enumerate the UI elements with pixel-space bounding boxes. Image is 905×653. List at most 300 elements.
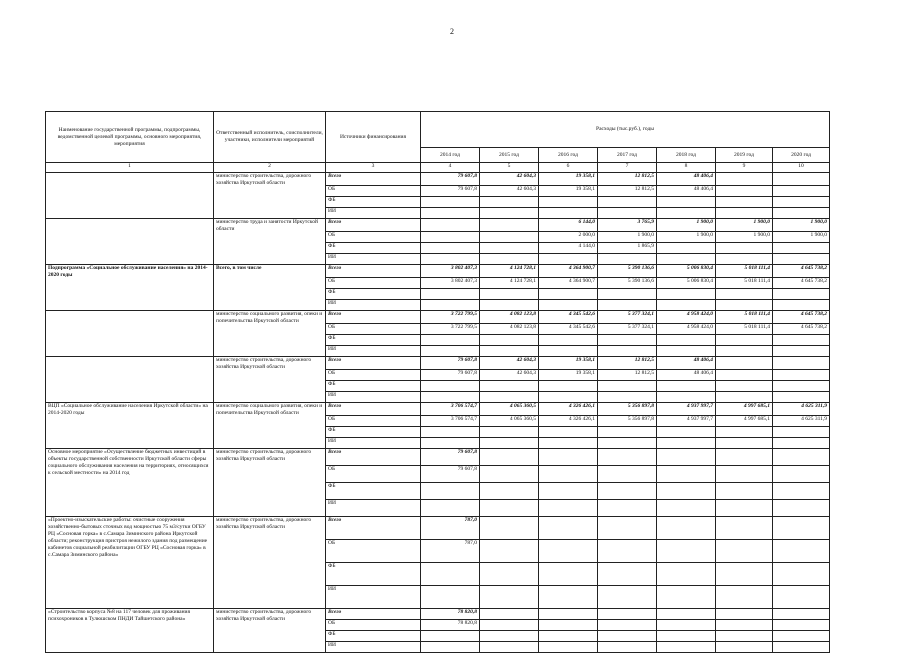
amount-cell	[716, 357, 773, 370]
amount-cell	[539, 197, 598, 208]
funding-source: ОБ	[326, 232, 421, 243]
funding-source: ФБ	[326, 289, 421, 300]
amount-cell	[773, 483, 830, 500]
amount-cell	[598, 300, 657, 311]
funding-source: ФБ	[326, 335, 421, 346]
amount-cell	[773, 300, 830, 311]
amount-cell	[598, 642, 657, 653]
table-row	[46, 517, 830, 540]
funding-source: Всего	[326, 265, 421, 278]
amount-cell	[598, 381, 657, 392]
amount-cell	[539, 381, 598, 392]
funding-source: Всего	[326, 517, 421, 540]
amount-cell: 12 812,5	[598, 357, 657, 370]
amount-cell	[539, 483, 598, 500]
column-index: 1	[46, 163, 214, 173]
amount-cell: 19 358,1	[539, 173, 598, 186]
amount-cell	[657, 609, 716, 620]
amount-cell	[539, 208, 598, 219]
amount-cell	[539, 427, 598, 438]
amount-cell: 79 607,8	[421, 466, 480, 483]
program-name	[46, 219, 214, 265]
amount-cell	[716, 346, 773, 357]
amount-cell: 42 604,3	[480, 173, 539, 186]
amount-cell: 1 900,0	[657, 219, 716, 232]
funding-source: Всего	[326, 403, 421, 416]
amount-cell: 48 406,4	[657, 186, 716, 197]
amount-cell	[480, 438, 539, 449]
amount-cell: 3 765,9	[598, 219, 657, 232]
amount-cell	[716, 370, 773, 381]
amount-cell	[773, 620, 830, 631]
amount-cell	[539, 609, 598, 620]
column-index: 5	[480, 163, 539, 173]
year-header: 2018 год	[657, 148, 716, 163]
amount-cell	[773, 540, 830, 563]
year-header: 2020 год	[773, 148, 830, 163]
amount-cell	[773, 642, 830, 653]
amount-cell: 787,0	[421, 517, 480, 540]
column-index: 6	[539, 163, 598, 173]
amount-cell	[773, 370, 830, 381]
amount-cell	[657, 335, 716, 346]
column-index: 8	[657, 163, 716, 173]
amount-cell	[480, 517, 539, 540]
amount-cell: 5 356 897,8	[598, 416, 657, 427]
amount-cell: 12 812,5	[598, 173, 657, 186]
amount-cell: 42 604,3	[480, 370, 539, 381]
amount-cell: 3 722 799,5	[421, 324, 480, 335]
amount-cell	[657, 208, 716, 219]
funding-source: ИИ	[326, 586, 421, 609]
amount-cell	[773, 392, 830, 403]
amount-cell	[773, 254, 830, 265]
column-index: 4	[421, 163, 480, 173]
amount-cell: 5 006 830,4	[657, 278, 716, 289]
funding-source: Всего	[326, 449, 421, 466]
funding-source: ФБ	[326, 381, 421, 392]
column-index: 2	[214, 163, 326, 173]
amount-cell	[773, 609, 830, 620]
amount-cell: 4 997 685,1	[716, 403, 773, 416]
amount-cell: 42 604,3	[480, 357, 539, 370]
amount-cell	[773, 335, 830, 346]
amount-cell	[539, 466, 598, 483]
responsible-executor: министерство строительства, дорожного хозяйства Иркутской области	[214, 517, 326, 609]
table-row	[46, 311, 830, 324]
funding-source: Всего	[326, 219, 421, 232]
amount-cell	[539, 620, 598, 631]
amount-cell: 5 018 111,4	[716, 324, 773, 335]
amount-cell: 5 018 111,4	[716, 278, 773, 289]
amount-cell: 5 390 136,6	[598, 265, 657, 278]
funding-source: ОБ	[326, 416, 421, 427]
responsible-executor: министерство строительства, дорожного хозяйства Иркутской области	[214, 609, 326, 653]
amount-cell	[539, 335, 598, 346]
amount-cell	[773, 586, 830, 609]
amount-cell: 12 812,5	[598, 186, 657, 197]
amount-cell	[716, 438, 773, 449]
amount-cell	[421, 289, 480, 300]
amount-cell	[480, 449, 539, 466]
amount-cell	[480, 620, 539, 631]
amount-cell: 79 607,8	[421, 173, 480, 186]
amount-cell	[716, 427, 773, 438]
year-header: 2014 год	[421, 148, 480, 163]
amount-cell	[480, 609, 539, 620]
amount-cell	[598, 466, 657, 483]
amount-cell	[716, 483, 773, 500]
amount-cell	[480, 642, 539, 653]
amount-cell	[421, 427, 480, 438]
amount-cell	[539, 500, 598, 517]
amount-cell	[480, 427, 539, 438]
amount-cell	[421, 208, 480, 219]
amount-cell	[773, 381, 830, 392]
program-name: Основное мероприятие «Осуществление бюджетных инвестиций в объекты государственной собственности Иркутской области сферы социального обслуживания населения на территориях, относящихся к сельской местности» на 2014 год	[46, 449, 214, 517]
amount-cell	[657, 346, 716, 357]
amount-cell	[480, 563, 539, 586]
amount-cell	[421, 392, 480, 403]
table-row	[46, 609, 830, 620]
amount-cell	[598, 540, 657, 563]
funding-source: ОБ	[326, 370, 421, 381]
amount-cell: 1 865,9	[598, 243, 657, 254]
funding-source: ОБ	[326, 186, 421, 197]
amount-cell	[539, 254, 598, 265]
amount-cell: 4 645 738,2	[773, 265, 830, 278]
amount-cell	[716, 300, 773, 311]
amount-cell: 4 364 900,7	[539, 278, 598, 289]
amount-cell: 4 937 997,7	[657, 416, 716, 427]
column-index: 9	[716, 163, 773, 173]
amount-cell	[657, 392, 716, 403]
amount-cell: 4 645 738,2	[773, 324, 830, 335]
amount-cell: 4 625 311,9	[773, 416, 830, 427]
year-header: 2015 год	[480, 148, 539, 163]
amount-cell: 79 607,8	[421, 357, 480, 370]
funding-source: ФБ	[326, 243, 421, 254]
amount-cell: 5 377 324,1	[598, 324, 657, 335]
amount-cell	[598, 438, 657, 449]
amount-cell	[773, 346, 830, 357]
amount-cell	[773, 438, 830, 449]
amount-cell	[539, 300, 598, 311]
amount-cell: 5 356 897,8	[598, 403, 657, 416]
amount-cell	[716, 500, 773, 517]
amount-cell	[598, 586, 657, 609]
amount-cell: 4 124 728,1	[480, 265, 539, 278]
amount-cell	[539, 540, 598, 563]
amount-cell	[716, 563, 773, 586]
amount-cell: 3 802 407,3	[421, 265, 480, 278]
header-responsible: Ответственный исполнитель, соисполнители, участники, исполнители мероприятий	[214, 112, 326, 163]
amount-cell: 4 082 123,8	[480, 311, 539, 324]
funding-source: ИИ	[326, 300, 421, 311]
amount-cell	[539, 438, 598, 449]
column-index: 7	[598, 163, 657, 173]
amount-cell: 5 377 324,1	[598, 311, 657, 324]
amount-cell	[773, 208, 830, 219]
amount-cell	[539, 642, 598, 653]
amount-cell: 5 018 111,4	[716, 311, 773, 324]
funding-source: Всего	[326, 173, 421, 186]
amount-cell	[480, 483, 539, 500]
responsible-executor: министерство социального развития, опеки и попечительства Иркутской области	[214, 311, 326, 357]
funding-source: ИИ	[326, 438, 421, 449]
amount-cell: 787,0	[421, 540, 480, 563]
program-name	[46, 311, 214, 357]
amount-cell	[657, 300, 716, 311]
amount-cell: 1 900,0	[716, 219, 773, 232]
amount-cell	[539, 346, 598, 357]
amount-cell	[657, 381, 716, 392]
program-name: «Строительство корпуса №8 на 117 человек для проживания психохроников в Тулюшском ПНДИ Тайшетского района»	[46, 609, 214, 653]
amount-cell	[657, 449, 716, 466]
table-row	[46, 173, 830, 186]
amount-cell	[716, 381, 773, 392]
amount-cell	[716, 173, 773, 186]
amount-cell	[716, 540, 773, 563]
amount-cell	[598, 208, 657, 219]
amount-cell	[716, 620, 773, 631]
amount-cell	[421, 346, 480, 357]
responsible-executor: Всего, в том числе	[214, 265, 326, 311]
amount-cell	[716, 186, 773, 197]
amount-cell	[598, 289, 657, 300]
amount-cell	[716, 208, 773, 219]
amount-cell	[773, 173, 830, 186]
funding-source: ИИ	[326, 500, 421, 517]
funding-source: ОБ	[326, 324, 421, 335]
amount-cell	[773, 427, 830, 438]
amount-cell	[598, 563, 657, 586]
table-row	[46, 403, 830, 416]
amount-cell	[657, 620, 716, 631]
funding-source: ФБ	[326, 483, 421, 500]
amount-cell: 4 645 738,2	[773, 278, 830, 289]
amount-cell	[716, 609, 773, 620]
amount-cell	[539, 586, 598, 609]
amount-cell: 19 358,1	[539, 370, 598, 381]
amount-cell: 4 645 738,2	[773, 311, 830, 324]
column-index: 10	[773, 163, 830, 173]
responsible-executor: министерство социального развития, опеки и попечительства Иркутской области	[214, 403, 326, 449]
year-header: 2019 год	[716, 148, 773, 163]
amount-cell	[773, 197, 830, 208]
amount-cell	[480, 381, 539, 392]
amount-cell	[598, 335, 657, 346]
amount-cell: 4 082 123,8	[480, 324, 539, 335]
amount-cell	[480, 254, 539, 265]
column-index: 3	[326, 163, 421, 173]
amount-cell: 48 406,4	[657, 173, 716, 186]
amount-cell	[716, 449, 773, 466]
responsible-executor: министерство строительства, дорожного хозяйства Иркутской области	[214, 173, 326, 219]
amount-cell	[598, 620, 657, 631]
amount-cell	[773, 357, 830, 370]
amount-cell	[716, 243, 773, 254]
amount-cell	[421, 438, 480, 449]
amount-cell: 48 406,4	[657, 370, 716, 381]
amount-cell	[657, 540, 716, 563]
amount-cell	[657, 483, 716, 500]
budget-table	[45, 111, 830, 653]
funding-source: ОБ	[326, 466, 421, 483]
funding-source: ОБ	[326, 620, 421, 631]
amount-cell	[716, 586, 773, 609]
funding-source: ФБ	[326, 631, 421, 642]
amount-cell	[421, 335, 480, 346]
amount-cell	[598, 197, 657, 208]
table-row	[46, 219, 830, 232]
amount-cell: 79 607,8	[421, 449, 480, 466]
amount-cell: 4 958 424,0	[657, 324, 716, 335]
amount-cell	[657, 438, 716, 449]
amount-cell	[421, 300, 480, 311]
amount-cell	[657, 500, 716, 517]
funding-source: ОБ	[326, 278, 421, 289]
amount-cell	[480, 392, 539, 403]
amount-cell: 79 607,8	[421, 186, 480, 197]
funding-source: ФБ	[326, 563, 421, 586]
amount-cell: 4 326 426,1	[539, 403, 598, 416]
funding-source: ИИ	[326, 392, 421, 403]
amount-cell: 4 997 685,1	[716, 416, 773, 427]
header-expenses: Расходы (тыс.руб.), годы	[421, 112, 830, 148]
amount-cell	[716, 197, 773, 208]
amount-cell	[716, 254, 773, 265]
amount-cell	[657, 563, 716, 586]
amount-cell: 19 358,1	[539, 357, 598, 370]
amount-cell	[421, 642, 480, 653]
amount-cell: 5 006 830,4	[657, 265, 716, 278]
amount-cell: 4 345 542,6	[539, 324, 598, 335]
page-number: 2	[450, 27, 454, 36]
amount-cell	[421, 483, 480, 500]
amount-cell: 6 144,0	[539, 219, 598, 232]
amount-cell: 4 345 542,6	[539, 311, 598, 324]
table-row	[46, 265, 830, 278]
amount-cell: 1 900,0	[657, 232, 716, 243]
funding-source: ИИ	[326, 346, 421, 357]
header-sources: Источники финансирования	[326, 112, 421, 163]
amount-cell: 42 604,3	[480, 186, 539, 197]
amount-cell	[773, 243, 830, 254]
amount-cell	[598, 609, 657, 620]
funding-source: ИИ	[326, 642, 421, 653]
amount-cell	[657, 254, 716, 265]
program-name: ВЦП «Социальное обслуживание населения Иркутской области» на 2014-2020 годы	[46, 403, 214, 449]
amount-cell	[421, 243, 480, 254]
amount-cell	[421, 197, 480, 208]
responsible-executor: министерство строительства, дорожного хозяйства Иркутской области	[214, 357, 326, 403]
amount-cell: 4 625 311,9	[773, 403, 830, 416]
amount-cell: 1 900,0	[773, 232, 830, 243]
amount-cell	[657, 427, 716, 438]
funding-source: ОБ	[326, 540, 421, 563]
table-row	[46, 357, 830, 370]
amount-cell	[480, 466, 539, 483]
funding-source: ФБ	[326, 197, 421, 208]
amount-cell	[773, 500, 830, 517]
funding-source: Всего	[326, 311, 421, 324]
program-name	[46, 173, 214, 219]
amount-cell	[480, 540, 539, 563]
amount-cell	[539, 289, 598, 300]
amount-cell	[657, 642, 716, 653]
amount-cell: 5 390 136,6	[598, 278, 657, 289]
amount-cell	[539, 449, 598, 466]
amount-cell: 48 406,4	[657, 357, 716, 370]
amount-cell: 3 706 574,7	[421, 416, 480, 427]
amount-cell	[773, 466, 830, 483]
amount-cell	[598, 427, 657, 438]
amount-cell: 4 958 424,0	[657, 311, 716, 324]
amount-cell: 4 144,0	[539, 243, 598, 254]
amount-cell	[657, 517, 716, 540]
amount-cell	[421, 232, 480, 243]
amount-cell: 1 900,0	[716, 232, 773, 243]
amount-cell	[716, 289, 773, 300]
amount-cell	[657, 289, 716, 300]
amount-cell	[480, 208, 539, 219]
amount-cell	[480, 586, 539, 609]
amount-cell: 4 326 426,1	[539, 416, 598, 427]
amount-cell	[773, 563, 830, 586]
amount-cell	[480, 232, 539, 243]
funding-source: ФБ	[326, 427, 421, 438]
amount-cell: 1 900,0	[598, 232, 657, 243]
amount-cell	[598, 483, 657, 500]
amount-cell	[657, 243, 716, 254]
amount-cell	[598, 517, 657, 540]
funding-source: Всего	[326, 609, 421, 620]
year-header: 2016 год	[539, 148, 598, 163]
header-name: Наименование государственной программы, подпрограммы, ведомственной целевой программы, основного мероприятия, мероприятия	[46, 112, 214, 163]
amount-cell	[421, 500, 480, 517]
amount-cell: 3 802 407,3	[421, 278, 480, 289]
amount-cell	[773, 186, 830, 197]
amount-cell	[480, 346, 539, 357]
amount-cell	[421, 563, 480, 586]
amount-cell: 1 900,0	[773, 219, 830, 232]
amount-cell	[657, 197, 716, 208]
amount-cell	[716, 466, 773, 483]
amount-cell	[480, 243, 539, 254]
responsible-executor: министерство строительства, дорожного хозяйства Иркутской области	[214, 449, 326, 517]
amount-cell	[657, 586, 716, 609]
funding-source: ИИ	[326, 208, 421, 219]
amount-cell	[716, 392, 773, 403]
amount-cell: 19 358,1	[539, 186, 598, 197]
amount-cell: 4 065 360,5	[480, 416, 539, 427]
amount-cell: 12 812,5	[598, 370, 657, 381]
amount-cell	[539, 517, 598, 540]
amount-cell: 4 065 360,5	[480, 403, 539, 416]
amount-cell	[480, 219, 539, 232]
funding-source: ИИ	[326, 254, 421, 265]
amount-cell: 3 706 574,7	[421, 403, 480, 416]
amount-cell	[773, 449, 830, 466]
amount-cell	[773, 289, 830, 300]
amount-cell	[598, 500, 657, 517]
amount-cell	[539, 563, 598, 586]
amount-cell	[539, 392, 598, 403]
program-name: Подпрограмма «Социальное обслуживание населения» на 2014-2020 годы	[46, 265, 214, 311]
amount-cell	[480, 335, 539, 346]
amount-cell	[716, 642, 773, 653]
